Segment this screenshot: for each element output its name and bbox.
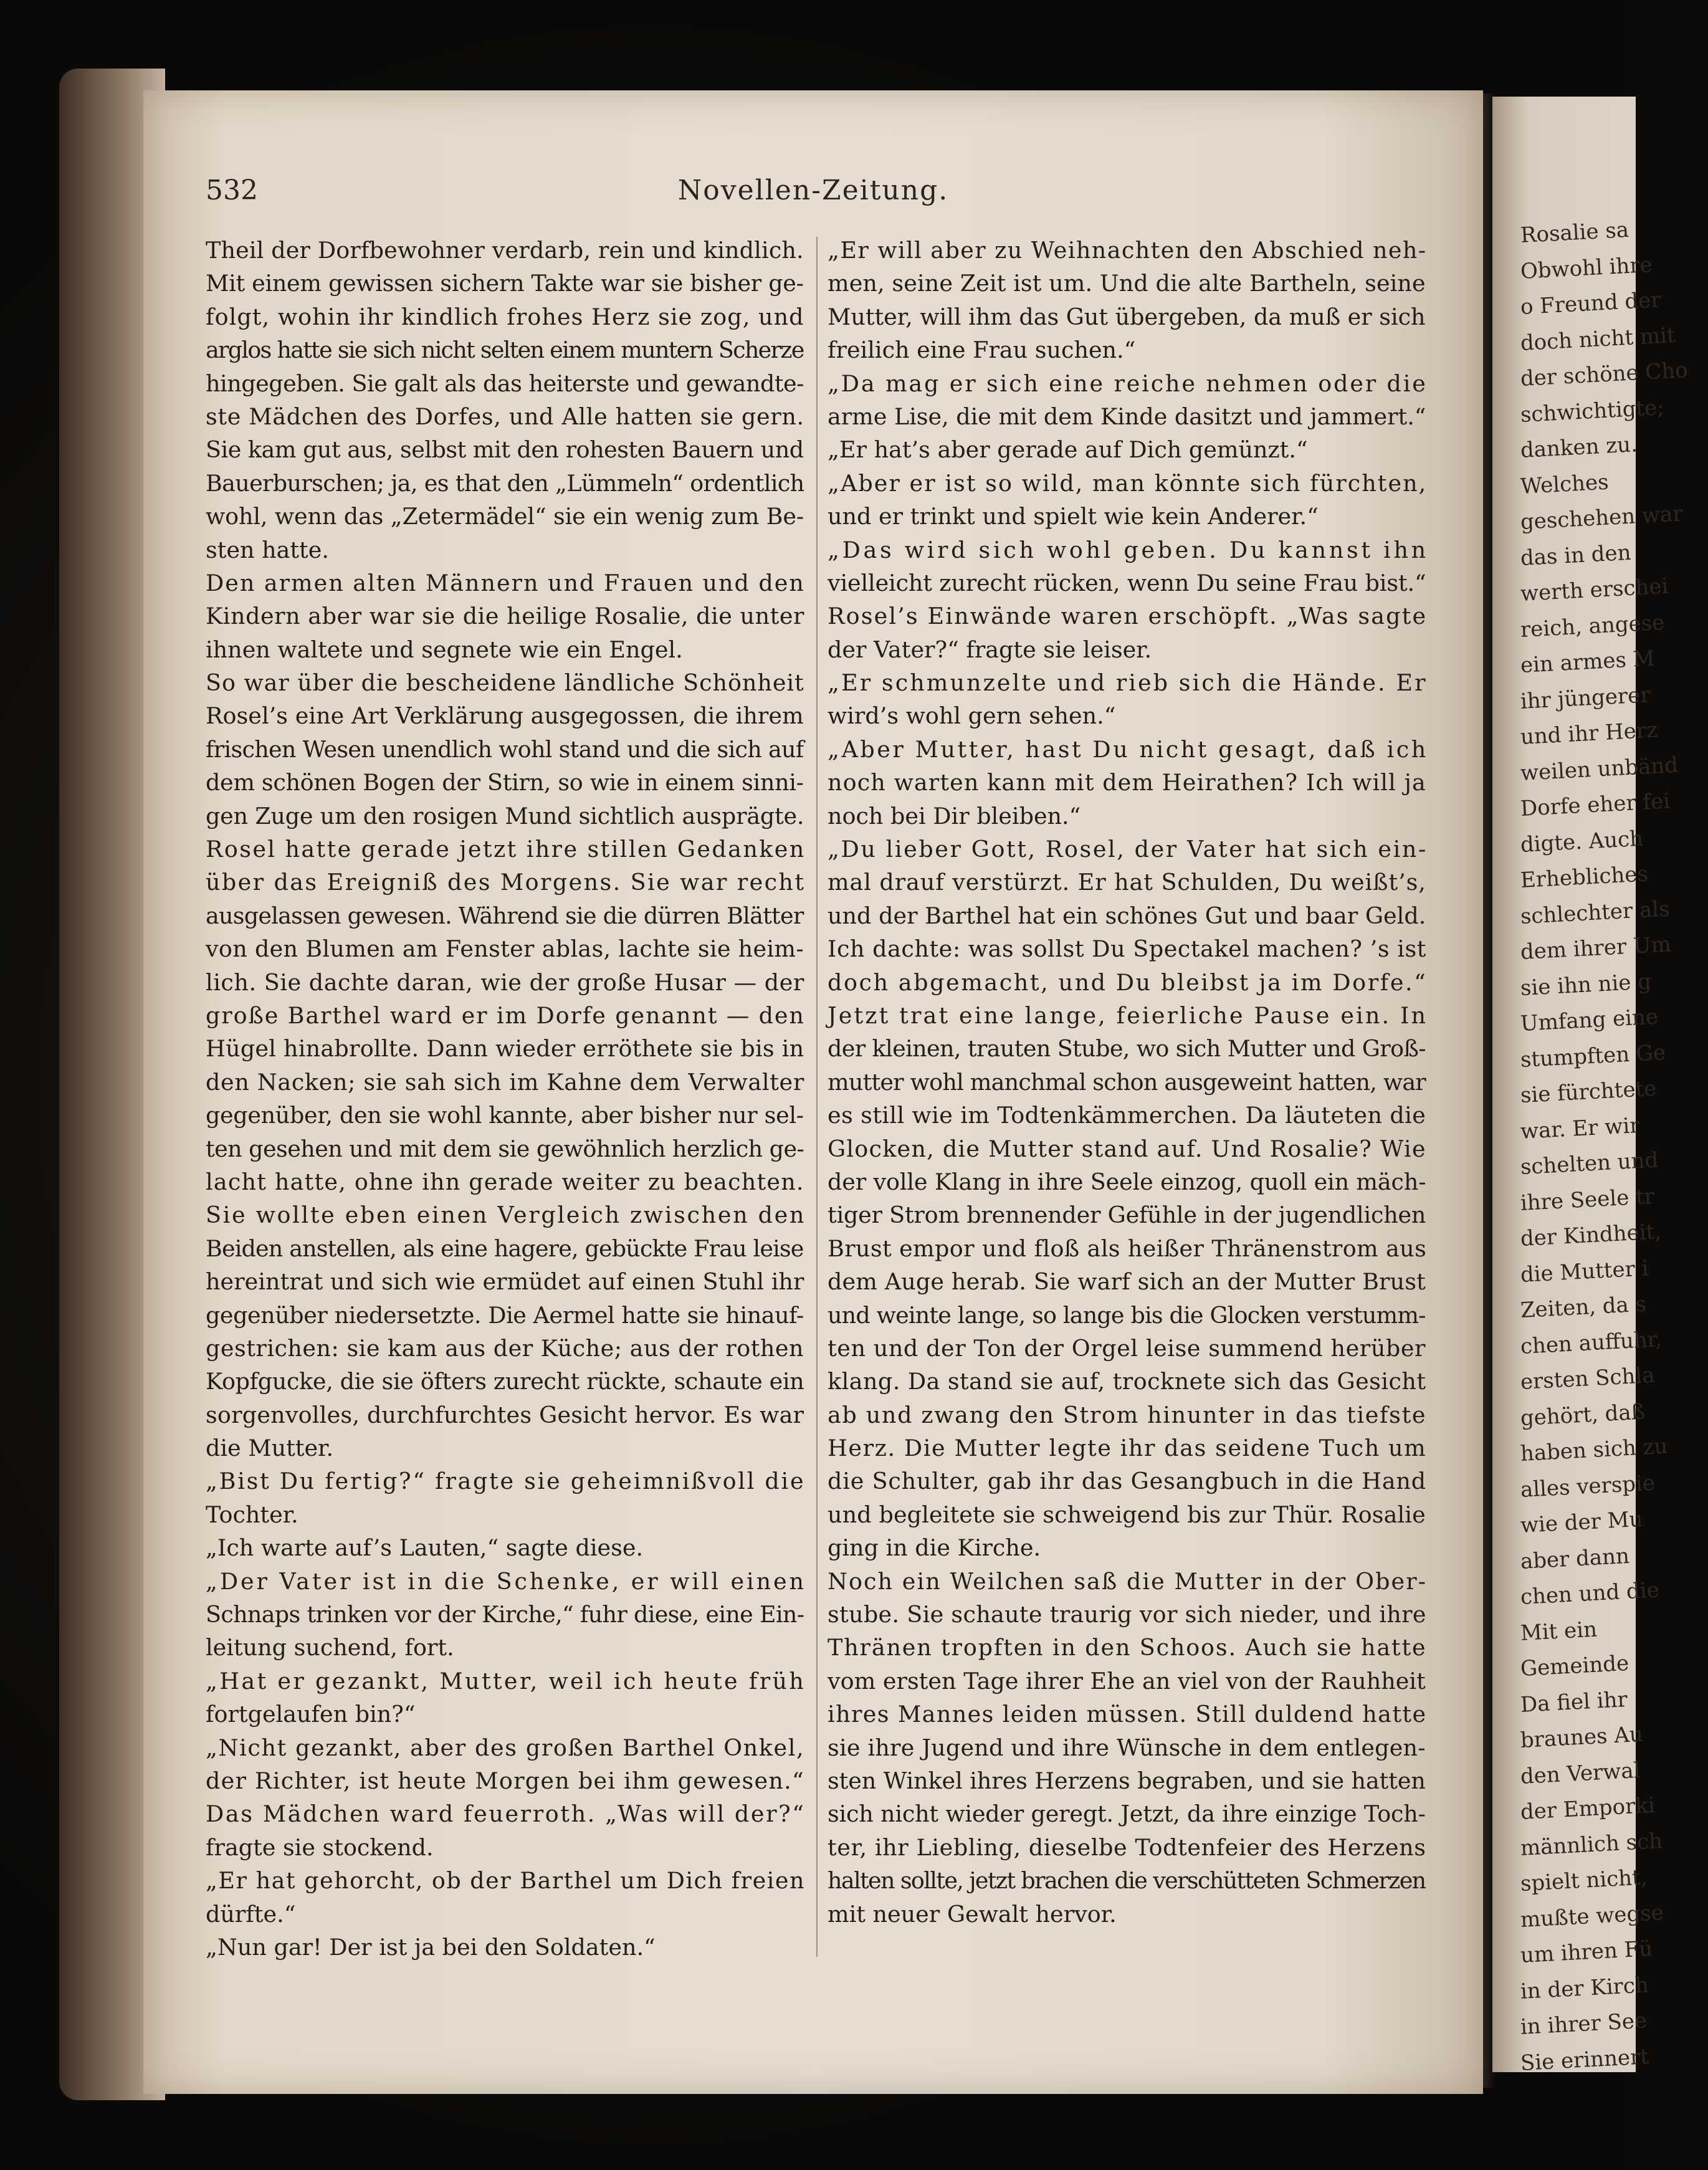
running-title: Novellen-Zeitung. bbox=[677, 174, 949, 206]
text-line: die Mutter. bbox=[206, 1435, 334, 1462]
text-line: „Bist Du fertig?“ fragte sie geheimnißvoll die bbox=[206, 1468, 806, 1495]
text-line: Tochter. bbox=[206, 1501, 298, 1528]
text-line: ausgelassen gewesen. Während sie die dürren Blätter bbox=[206, 902, 804, 929]
text-line: der Vater?“ fragte sie leiser. bbox=[828, 636, 1152, 663]
facing-page-line: Mit ein bbox=[1519, 1617, 1598, 1646]
text-line: arme Lise, die mit dem Kinde dasitzt und jammert.“ bbox=[828, 403, 1426, 430]
text-line: „Er schmunzelte und rieb sich die Hände. Er bbox=[828, 669, 1428, 697]
text-line: ten und der Ton der Orgel leise summend herüber bbox=[828, 1334, 1426, 1362]
text-line: große Barthel ward er im Dorfe genannt — den bbox=[206, 1001, 805, 1029]
text-line: sten Winkel ihres Herzens begraben, und sie hatten bbox=[828, 1767, 1426, 1794]
facing-page-line: sie fürchtete bbox=[1519, 1076, 1658, 1108]
facing-page-line: braunes Au bbox=[1519, 1721, 1644, 1753]
text-line: „Nun gar! Der ist ja bei den Soldaten.“ bbox=[206, 1933, 656, 1961]
facing-page-line: geschehen war bbox=[1519, 501, 1684, 535]
facing-page-line: aber dann bbox=[1519, 1543, 1630, 1574]
text-line: men, seine Zeit ist um. Und die alte Bartheln, seine bbox=[828, 270, 1426, 297]
text-line: Ich dachte: was sollst Du Spectakel machen? ’s ist bbox=[828, 935, 1426, 963]
facing-page-line: danken zu. bbox=[1519, 432, 1638, 463]
text-line: „Das wird sich wohl geben. Du kannst ihn bbox=[828, 536, 1429, 563]
text-line: Mutter, will ihm das Gut übergeben, da muß er sich bbox=[828, 303, 1426, 330]
text-line: halten sollte, jetzt brachen die verschütteten Schmerzen bbox=[828, 1867, 1426, 1895]
text-line: die Schulter, gab ihr das Gesangbuch in die Hand bbox=[828, 1468, 1426, 1495]
text-line: und der Barthel hat ein schönes Gut und baar Geld. bbox=[828, 902, 1426, 929]
text-line: fortgelaufen bin?“ bbox=[206, 1701, 416, 1728]
text-column-right bbox=[828, 234, 1429, 1931]
text-line: Brust empor und floß als heißer Thränenstrom aus bbox=[828, 1235, 1427, 1262]
text-line: mal drauf verstürzt. Er hat Schulden, Du weißt’s, bbox=[828, 869, 1426, 896]
text-line: arglos hatte sie sich nicht selten einem muntern Scherze bbox=[206, 337, 804, 364]
text-line: sorgenvolles, durchfurchtes Gesicht hervor. Es war bbox=[206, 1401, 804, 1428]
facing-page-line: in ihrer See bbox=[1519, 2008, 1648, 2040]
facing-page-line: Zeiten, da s bbox=[1519, 1291, 1647, 1323]
text-line: der volle Klang in ihre Seele einzog, quoll ein mäch- bbox=[828, 1168, 1426, 1195]
text-line: Sie kam gut aus, selbst mit den rohesten Bauern und bbox=[206, 436, 804, 464]
text-line: dürfte.“ bbox=[206, 1900, 296, 1928]
text-line: wohl, wenn das „Zetermädel“ sie ein wenig zum Be- bbox=[206, 503, 804, 530]
facing-page-fragment bbox=[1492, 97, 1689, 2076]
text-line: mit neuer Gewalt hervor. bbox=[828, 1900, 1117, 1928]
facing-page-line: der Kindheit, bbox=[1519, 1219, 1662, 1251]
text-line: wird’s wohl gern sehen.“ bbox=[828, 702, 1116, 730]
text-line: Schnaps trinken vor der Kirche,“ fuhr diese, eine Ein- bbox=[206, 1601, 804, 1628]
facing-page-line: in der Kirch bbox=[1519, 1972, 1649, 2004]
text-line: Mit einem gewissen sichern Takte war sie bisher ge- bbox=[206, 270, 804, 297]
facing-page-line: weilen unbänd bbox=[1519, 752, 1679, 786]
text-line: Herz. Die Mutter legte ihr das seidene Tuch um bbox=[828, 1435, 1427, 1462]
text-line: hereintrat und sich wie ermüdet auf einen Stuhl ihr bbox=[206, 1268, 804, 1296]
text-line: Sie wollte eben einen Vergleich zwischen den bbox=[206, 1202, 806, 1229]
text-line: gestrichen: sie kam aus der Küche; aus der rothen bbox=[206, 1334, 804, 1362]
text-line: „Aber er ist so wild, man könnte sich fürchten, bbox=[828, 469, 1428, 497]
text-line: sich nicht wieder geregt. Jetzt, da ihre einzige Toch- bbox=[828, 1800, 1426, 1828]
facing-page-line: den Verwal bbox=[1519, 1757, 1641, 1789]
facing-page-line: stumpften Ge bbox=[1519, 1040, 1667, 1073]
text-line: Rosel’s eine Art Verklärung ausgegossen, die ihrem bbox=[206, 702, 804, 730]
text-line: der kleinen, trauten Stube, wo sich Mutter und Groß- bbox=[828, 1035, 1426, 1063]
facing-page-line: männlich sch bbox=[1519, 1828, 1663, 1861]
text-line: Thränen tropften in den Schoos. Auch sie hatte bbox=[828, 1634, 1427, 1661]
text-line: folgt, wohin ihr kindlich frohes Herz sie zog, und bbox=[206, 303, 804, 330]
facing-page-line: ein armes M bbox=[1519, 646, 1656, 678]
text-line: leitung suchend, fort. bbox=[206, 1634, 454, 1661]
text-line: ging in die Kirche. bbox=[828, 1534, 1041, 1562]
text-line: „Er hat gehorcht, ob der Barthel um Dich freien bbox=[206, 1867, 805, 1895]
text-line: sten hatte. bbox=[206, 536, 329, 563]
text-line: gen Zuge um den rosigen Mund sichtlich ausprägte. bbox=[206, 802, 804, 829]
facing-page-line: gehört, daß bbox=[1519, 1399, 1646, 1431]
facing-page-line: die Mutter i bbox=[1519, 1255, 1649, 1288]
facing-page-line: der schöne Cho bbox=[1519, 357, 1689, 391]
text-line: tiger Strom brennender Gefühle in der jugendlichen bbox=[828, 1202, 1426, 1229]
text-line: Den armen alten Männern und Frauen und den bbox=[206, 569, 805, 596]
facing-page-line: das in den bbox=[1519, 540, 1632, 571]
text-line: sie ihre Jugend und ihre Wünsche in dem entlegen- bbox=[828, 1734, 1426, 1761]
facing-page-line: werth erschei bbox=[1519, 573, 1669, 606]
facing-page-line: schwichtigte; bbox=[1519, 394, 1665, 428]
facing-page-line: ihre Seele tr bbox=[1519, 1183, 1655, 1216]
text-line: Theil der Dorfbewohner verdarb, rein und kindlich. bbox=[206, 237, 804, 264]
facing-page-line: Rosalie sa bbox=[1519, 217, 1629, 248]
facing-page-line: o Freund der bbox=[1519, 287, 1662, 320]
text-line: „Aber Mutter, hast Du nicht gesagt, daß ich bbox=[828, 735, 1428, 763]
text-line: über das Ereigniß des Morgens. Sie war recht bbox=[206, 869, 806, 896]
text-line: vom ersten Tage ihrer Ehe an viel von der Rauhheit bbox=[828, 1667, 1426, 1694]
text-line: ter, ihr Liebling, dieselbe Todtenfeier des Herzens bbox=[828, 1833, 1426, 1861]
facing-page-line: spielt nicht, bbox=[1519, 1865, 1648, 1896]
facing-page-line: mußte wegse bbox=[1519, 1900, 1664, 1933]
facing-page-line: reich, angese bbox=[1519, 609, 1666, 643]
facing-page-line: um ihren Fü bbox=[1519, 1936, 1654, 1968]
facing-page-line: schelten und bbox=[1519, 1147, 1659, 1180]
text-line: Hügel hinabrollte. Dann wieder erröthete sie bis in bbox=[206, 1035, 804, 1063]
text-line: So war über die bescheidene ländliche Schönheit bbox=[206, 669, 804, 697]
facing-page-line: alles verspie bbox=[1519, 1470, 1656, 1503]
text-line: Noch ein Weilchen saß die Mutter in der Ober- bbox=[828, 1567, 1428, 1595]
text-line: freilich eine Frau suchen.“ bbox=[828, 337, 1136, 364]
facing-page-line: Sie erinnert bbox=[1519, 2043, 1649, 2076]
column-divider bbox=[816, 237, 818, 1957]
facing-page-line: sie ihn nie g bbox=[1519, 968, 1652, 1001]
facing-page-line: dem ihrer Um bbox=[1519, 932, 1672, 965]
text-line: Jetzt trat eine lange, feierliche Pause ein. In bbox=[828, 1001, 1428, 1029]
text-line: stube. Sie schaute traurig vor sich nieder, und ihre bbox=[828, 1601, 1426, 1628]
text-line: fragte sie stockend. bbox=[206, 1833, 434, 1861]
text-line: Rosel’s Einwände waren erschöpft. „Was sagte bbox=[828, 603, 1428, 630]
page-number: 532 bbox=[206, 174, 258, 206]
text-line: mutter wohl manchmal schon ausgeweint hatten, war bbox=[828, 1068, 1426, 1096]
text-line: Das Mädchen ward feuerroth. „Was will der?“ bbox=[206, 1800, 806, 1828]
facing-page-line: ersten Schla bbox=[1519, 1362, 1656, 1395]
text-line: klang. Da stand sie auf, trocknete sich das Gesicht bbox=[828, 1368, 1426, 1395]
text-line: „Er hat’s aber gerade auf Dich gemünzt.“ bbox=[828, 436, 1308, 464]
text-line: ten gesehen und mit dem sie gewöhnlich herzlich ge- bbox=[206, 1135, 804, 1162]
text-line: Bauerburschen; ja, es that den „Lümmeln“ ordentlich bbox=[206, 469, 804, 497]
text-line: „Ich warte auf’s Lauten,“ sagte diese. bbox=[206, 1534, 644, 1562]
facing-page-line: wie der Mu bbox=[1519, 1506, 1644, 1538]
text-line: noch warten kann mit dem Heirathen? Ich will ja bbox=[828, 769, 1426, 796]
text-line: von den Blumen am Fenster ablas, lachte sie heim- bbox=[206, 935, 804, 963]
facing-page-line: chen auffuhr, bbox=[1519, 1326, 1663, 1359]
text-line: gegenüber niedersetzte. Die Aermel hatte sie hinauf- bbox=[206, 1301, 804, 1329]
facing-page-line: war. Er wir bbox=[1519, 1112, 1641, 1144]
text-line: es still wie im Todtenkämmerchen. Da läuteten die bbox=[828, 1102, 1426, 1129]
text-line: vielleicht zurecht rücken, wenn Du seine Frau bist.“ bbox=[828, 569, 1426, 596]
text-line: „Hat er gezankt, Mutter, weil ich heute früh bbox=[206, 1667, 806, 1694]
text-line: „Da mag er sich eine reiche nehmen oder die bbox=[828, 370, 1428, 397]
text-line: lacht hatte, ohne ihn gerade weiter zu beachten. bbox=[206, 1168, 804, 1195]
text-line: doch abgemacht, und Du bleibst ja im Dorfe.“ bbox=[828, 968, 1428, 996]
text-line: „Der Vater ist in die Schenke, er will einen bbox=[206, 1567, 806, 1595]
text-line: gegenüber, den sie wohl kannte, aber bisher nur sel- bbox=[206, 1102, 804, 1129]
text-line: Kindern aber war sie die heilige Rosalie, die unter bbox=[206, 603, 804, 630]
text-line: Rosel hatte gerade jetzt ihre stillen Gedanken bbox=[206, 836, 806, 863]
facing-page-line: Welches bbox=[1519, 469, 1610, 499]
text-line: ab und zwang den Strom hinunter in das tiefste bbox=[828, 1401, 1427, 1428]
text-line: Beiden anstellen, als eine hagere, gebückte Frau leise bbox=[206, 1235, 804, 1262]
facing-page-line: Gemeinde bbox=[1519, 1650, 1630, 1681]
facing-page-line: Umfang eine bbox=[1519, 1004, 1659, 1036]
facing-page-line: Erhebliches bbox=[1519, 861, 1649, 893]
facing-page-line: doch nicht mit bbox=[1519, 322, 1676, 356]
text-line: dem Auge herab. Sie warf sich an der Mutter Brust bbox=[828, 1268, 1426, 1296]
text-line: lich. Sie dachte daran, wie der große Husar — der bbox=[206, 968, 804, 996]
text-line: und er trinkt und spielt wie kein Anderer.“ bbox=[828, 503, 1319, 530]
text-line: ihnen waltete und segnete wie ein Engel. bbox=[206, 636, 683, 663]
text-line: „Nicht gezankt, aber des großen Barthel Onkel, bbox=[206, 1734, 805, 1761]
text-line: dem schönen Bogen der Stirn, so wie in einem sinni- bbox=[206, 769, 804, 796]
text-line: und begleitete sie schweigend bis zur Thür. Rosalie bbox=[828, 1501, 1426, 1528]
text-line: der Richter, ist heute Morgen bei ihm gewesen.“ bbox=[206, 1767, 804, 1794]
page-header bbox=[206, 174, 1421, 218]
text-line: ste Mädchen des Dorfes, und Alle hatten sie gern. bbox=[206, 403, 804, 430]
text-column-left bbox=[206, 234, 804, 1964]
text-line: „Er will aber zu Weihnachten den Abschied neh- bbox=[828, 237, 1427, 264]
text-line: frischen Wesen unendlich wohl stand und die sich auf bbox=[206, 735, 804, 763]
facing-page-line: schlechter als bbox=[1519, 896, 1671, 929]
facing-page-line: ihr jüngerer bbox=[1519, 682, 1651, 714]
facing-page-line: haben sich zu bbox=[1519, 1433, 1669, 1466]
text-line: „Du lieber Gott, Rosel, der Vater hat sich ein- bbox=[828, 836, 1428, 863]
facing-page-line: chen und die bbox=[1519, 1577, 1660, 1610]
text-line: hingegeben. Sie galt als das heiterste und gewandte- bbox=[206, 370, 804, 397]
text-line: Kopfgucke, die sie öfters zurecht rückte, schaute ein bbox=[206, 1368, 804, 1395]
text-line: noch bei Dir bleiben.“ bbox=[828, 802, 1081, 829]
text-line: Glocken, die Mutter stand auf. Und Rosalie? Wie bbox=[828, 1135, 1426, 1162]
facing-page-line: Dorfe eher fei bbox=[1519, 788, 1671, 821]
facing-page-line: Da fiel ihr bbox=[1519, 1686, 1628, 1718]
facing-page-line: Obwohl ihre bbox=[1519, 252, 1653, 284]
facing-page-line: und ihr Herz bbox=[1519, 717, 1658, 750]
facing-page-line: digte. Auch bbox=[1519, 826, 1644, 858]
text-line: und weinte lange, so lange bis die Glocken verstumm- bbox=[828, 1301, 1426, 1329]
text-line: ihres Mannes leiden müssen. Still duldend hatte bbox=[828, 1701, 1427, 1728]
text-line: den Nacken; sie sah sich im Kahne dem Verwalter bbox=[206, 1068, 804, 1096]
facing-page-line: der Emporki bbox=[1519, 1792, 1656, 1825]
